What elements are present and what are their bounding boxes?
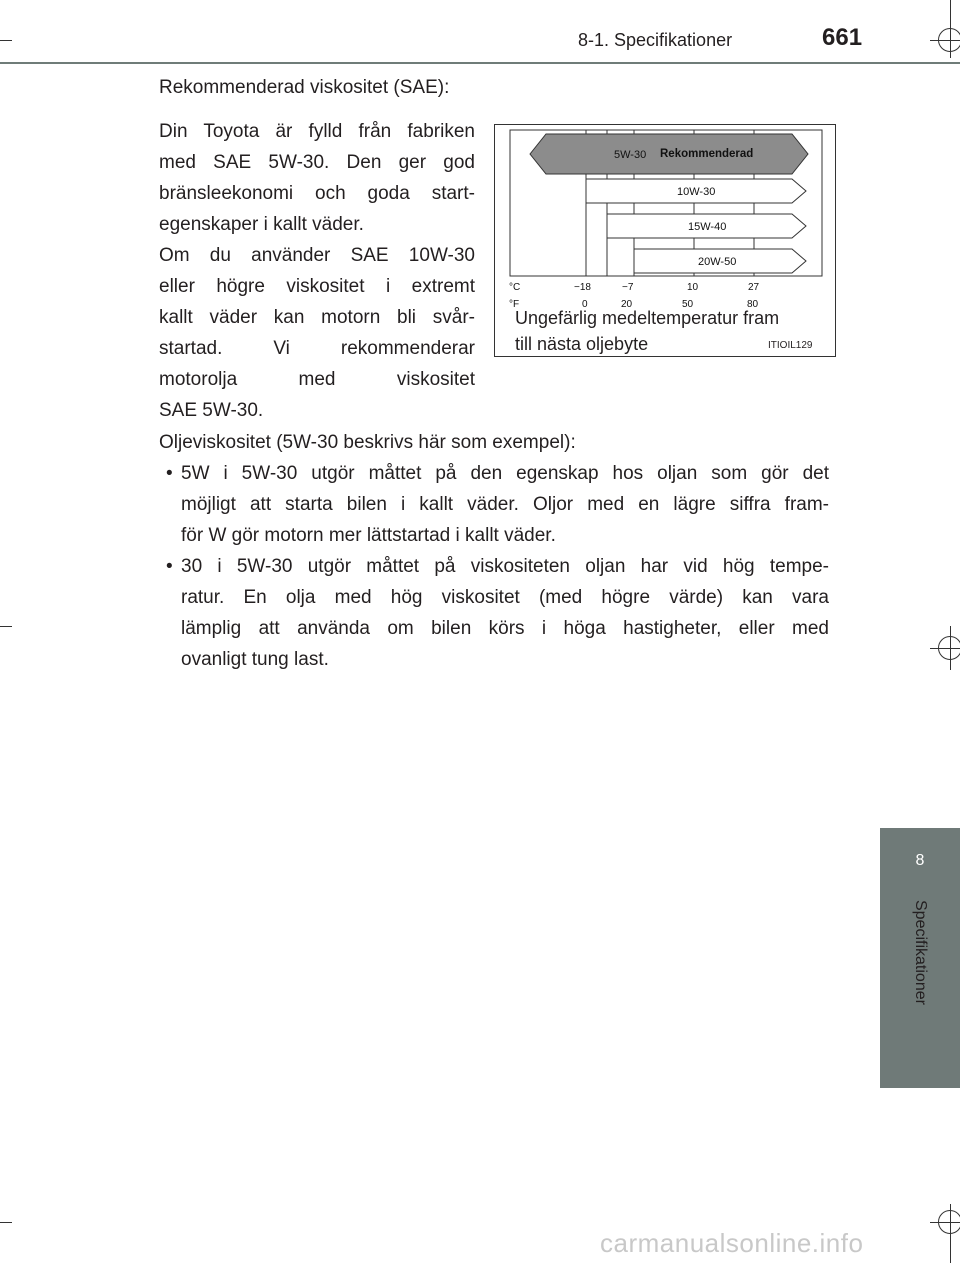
text-line: kallt väder kan motorn bli svår- <box>159 307 475 328</box>
celsius-unit: °C <box>509 282 521 293</box>
viscosity-intro: Oljeviskositet (5W-30 beskrivs här som exempel): <box>159 432 576 453</box>
bullet-item <box>166 458 829 551</box>
crop-mark <box>930 40 960 41</box>
celsius-tick: −7 <box>622 282 634 293</box>
text-line: motorolja med viskositet <box>159 369 475 390</box>
figure-code: ITIOIL129 <box>768 340 813 351</box>
chapter-label <box>880 900 960 1100</box>
text-line: Din Toyota är fylld från fabriken <box>159 121 475 142</box>
fahrenheit-tick: 20 <box>621 299 633 310</box>
fahrenheit-unit: °F <box>509 299 520 310</box>
crop-mark <box>0 1222 12 1223</box>
text-line: SAE 5W-30. <box>159 400 264 421</box>
page-number: 661 <box>822 24 863 51</box>
figure-caption-line: till nästa oljebyte <box>515 334 649 354</box>
figure-caption <box>515 305 779 357</box>
bullet-marker: • <box>166 556 173 577</box>
crop-mark <box>930 1222 960 1223</box>
label-recommended: Rekommenderad <box>660 148 754 160</box>
watermark: carmanualsonline.info <box>600 1228 864 1258</box>
label-5w30: 5W-30 <box>614 149 647 161</box>
text-line: med SAE 5W-30. Den ger god <box>159 152 475 173</box>
crop-mark <box>950 0 951 58</box>
bullet-marker: • <box>166 463 173 484</box>
intro-paragraph <box>159 116 475 240</box>
text-line: startad. Vi rekommenderar <box>159 338 475 359</box>
text-line: möjligt att starta bilen i kallt väder. Oljor med en lägre siffra fram- <box>181 494 829 515</box>
text-line: Om du använder SAE 10W-30 <box>159 245 475 266</box>
fahrenheit-tick: 50 <box>682 299 694 310</box>
chapter-label-text: Specifikationer <box>912 900 929 1005</box>
fahrenheit-tick: 80 <box>747 299 759 310</box>
celsius-tick: −18 <box>574 282 591 293</box>
label-20w50: 20W-50 <box>698 256 737 268</box>
crop-mark <box>930 648 960 649</box>
text-line: egenskaper i kallt väder. <box>159 214 364 235</box>
crop-mark <box>950 626 951 670</box>
figure-caption-line: Ungefärlig medeltemperatur fram <box>515 308 780 328</box>
label-15w40: 15W-40 <box>688 221 727 233</box>
text-line: ovanligt tung last. <box>181 649 329 670</box>
text-line: lämplig att använda om bilen körs i höga hastigheter, eller med <box>181 618 829 639</box>
crop-mark <box>0 626 12 627</box>
text-line: bränsleekonomi och goda start- <box>159 183 475 204</box>
fahrenheit-tick: 0 <box>582 299 588 310</box>
text-line: eller högre viskositet i extremt <box>159 276 475 297</box>
cold-weather-paragraph <box>159 240 475 426</box>
celsius-tick: 10 <box>687 282 699 293</box>
label-10w30: 10W-30 <box>677 186 716 198</box>
section-heading: Rekommenderad viskositet (SAE): <box>159 77 450 98</box>
text-line: för W gör motorn mer lättstartad i kallt väder. <box>181 525 556 546</box>
bullet-item <box>166 551 829 675</box>
celsius-tick: 27 <box>748 282 760 293</box>
header-section-title: 8-1. Specifikationer <box>578 30 733 50</box>
crop-mark <box>950 1204 951 1263</box>
header-rule <box>0 62 960 64</box>
crop-mark <box>0 40 12 41</box>
text-line: 30 i 5W-30 utgör måttet på viskositeten oljan har vid hög tempe- <box>181 556 829 577</box>
text-line: 5W i 5W-30 utgör måttet på den egenskap hos oljan som gör det <box>181 463 829 484</box>
text-line: ratur. En olja med hög viskositet (med högre värde) kan vara <box>181 587 829 608</box>
chapter-number: 8 <box>915 852 925 869</box>
